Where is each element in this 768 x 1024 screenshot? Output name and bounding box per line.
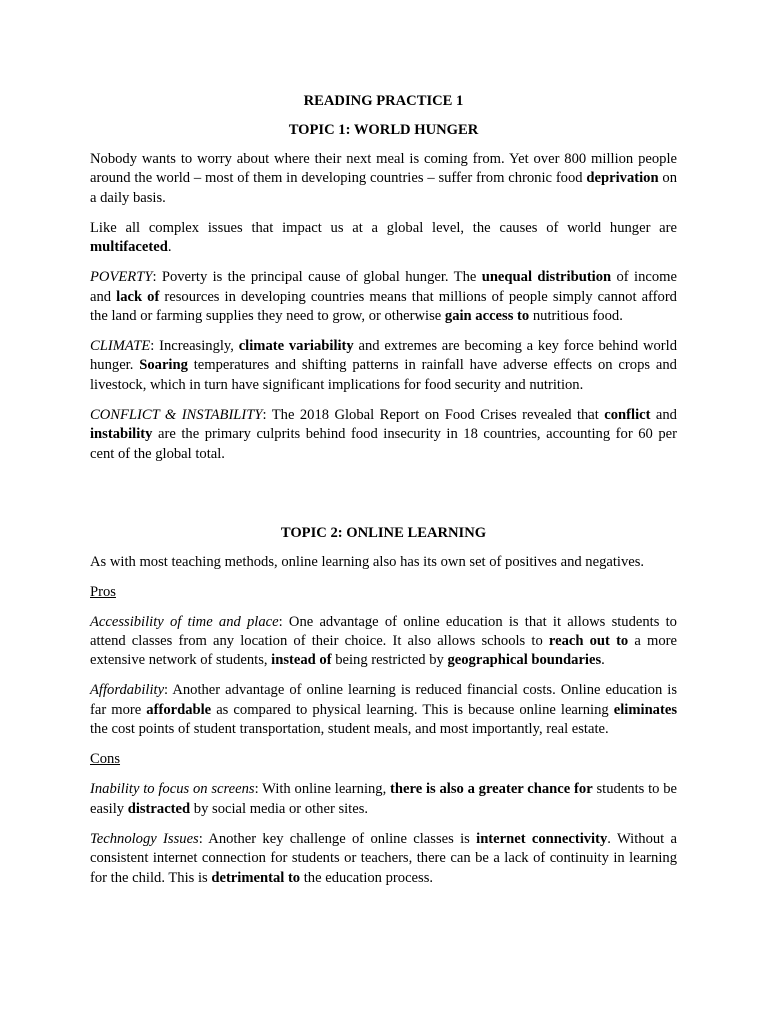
topic2-heading: TOPIC 2: ONLINE LEARNING: [280, 524, 487, 541]
bold-term: climate variability: [238, 338, 354, 355]
text-run: : Increasingly,: [150, 338, 239, 355]
text-run: : The 2018 Global Report on Food Crises revealed that: [262, 406, 605, 423]
bold-term: multifaceted: [90, 239, 168, 256]
italic-label: POVERTY: [90, 269, 153, 286]
cons-label: [90, 750, 677, 769]
italic-label: Inability to focus on screens: [90, 781, 255, 798]
bold-term: distracted: [127, 800, 191, 817]
text-run: of income and: [90, 269, 677, 305]
text-run: and: [650, 406, 677, 423]
bold-term: instability: [90, 426, 153, 443]
section-spacer: [90, 475, 677, 524]
italic-label: CLIMATE: [90, 338, 151, 355]
text-run: being restricted by: [331, 652, 448, 669]
bold-term: internet connectivity: [476, 830, 608, 847]
text-run: Like all complex issues that impact us at a global level, the causes of world hunger are: [90, 219, 677, 236]
topic2-paragraph-intro: [90, 553, 677, 572]
italic-label: Technology Issues: [90, 830, 199, 847]
pros-label-text: Pros: [90, 583, 116, 600]
topic1-paragraph-climate: [90, 337, 677, 395]
bold-term: deprivation: [586, 170, 659, 187]
text-run: : Another key challenge of online classes is: [198, 830, 477, 847]
bold-term: gain access to: [444, 308, 530, 325]
bold-term: lack of: [116, 288, 160, 305]
text-run: : Another advantage of online learning is reduced financial costs. Online education is far more: [90, 682, 677, 718]
text-run: students to be easily: [90, 781, 678, 817]
bold-term: conflict: [604, 406, 651, 423]
topic2-paragraph-affordability: [90, 681, 677, 739]
bold-term: eliminates: [613, 701, 677, 718]
text-run: : One advantage of online education is that it allows students to attend classes from any location of their choice. It also allows schools to: [90, 613, 677, 650]
text-run: and extremes are becoming a key force behind world hunger.: [90, 338, 678, 374]
text-run: resources in developing countries means that millions of people simply cannot afford the land or farming supplies they need to grow, or otherwise: [90, 288, 677, 325]
bold-term: instead of: [271, 652, 332, 669]
document-title: READING PRACTICE 1: [303, 93, 464, 109]
text-run: As with most teaching methods, online learning also has its own set of positives and negatives.: [90, 553, 645, 570]
text-run: .: [167, 239, 172, 256]
italic-label: Affordability: [90, 682, 165, 699]
text-run: : Poverty is the principal cause of global hunger. The: [152, 269, 482, 286]
text-run: the education process.: [300, 869, 434, 886]
bold-term: geographical boundaries: [447, 652, 602, 669]
text-run: : With online learning,: [254, 781, 391, 798]
topic1-paragraph-poverty: [90, 268, 677, 326]
bold-term: detrimental to: [211, 869, 301, 886]
topic2-paragraph-accessibility: [90, 613, 677, 671]
topic1-paragraph-causes: [90, 219, 677, 258]
topic1-heading: TOPIC 1: WORLD HUNGER: [288, 122, 479, 138]
italic-label: Accessibility of time and place: [90, 613, 279, 630]
text-run: .: [601, 652, 605, 669]
bold-term: there is also a greater chance for: [390, 781, 593, 798]
italic-label: CONFLICT & INSTABILITY: [90, 406, 263, 423]
cons-label-text: Cons: [90, 751, 121, 768]
pros-label: [90, 583, 677, 602]
text-run: by social media or other sites.: [190, 800, 369, 817]
topic1-paragraph-intro: [90, 150, 677, 208]
text-run: . Without a consistent internet connection for students or teachers, there can be a lack of continuity in learning for the child. This is: [90, 830, 677, 886]
text-run: nutritious food.: [529, 308, 623, 325]
topic2-paragraph-focus: [90, 780, 677, 819]
bold-term: reach out to: [548, 633, 629, 650]
bold-term: Soaring: [139, 357, 188, 374]
text-run: Nobody wants to worry about where their next meal is coming from. Yet over 800 million people around the world – most of them in developing countries – suffer from chronic food: [90, 151, 677, 187]
topic1-paragraph-conflict: [90, 406, 677, 464]
text-run: on a daily basis.: [90, 170, 677, 206]
text-run: temperatures and shifting patterns in rainfall have adverse effects on crops and livestock, which in turn have significant implications for food security and nutrition.: [90, 357, 677, 393]
text-run: a more extensive network of students,: [90, 633, 678, 669]
topic2-paragraph-technology: [90, 830, 677, 888]
bold-term: unequal distribution: [481, 269, 612, 286]
text-run: the cost points of student transportation, student meals, and most importantly, real estate.: [90, 721, 609, 738]
bold-term: affordable: [146, 701, 212, 718]
text-run: are the primary culprits behind food insecurity in 18 countries, accounting for 60 per cent of the global total.: [90, 426, 677, 462]
text-run: as compared to physical learning. This is because online learning: [211, 701, 614, 718]
